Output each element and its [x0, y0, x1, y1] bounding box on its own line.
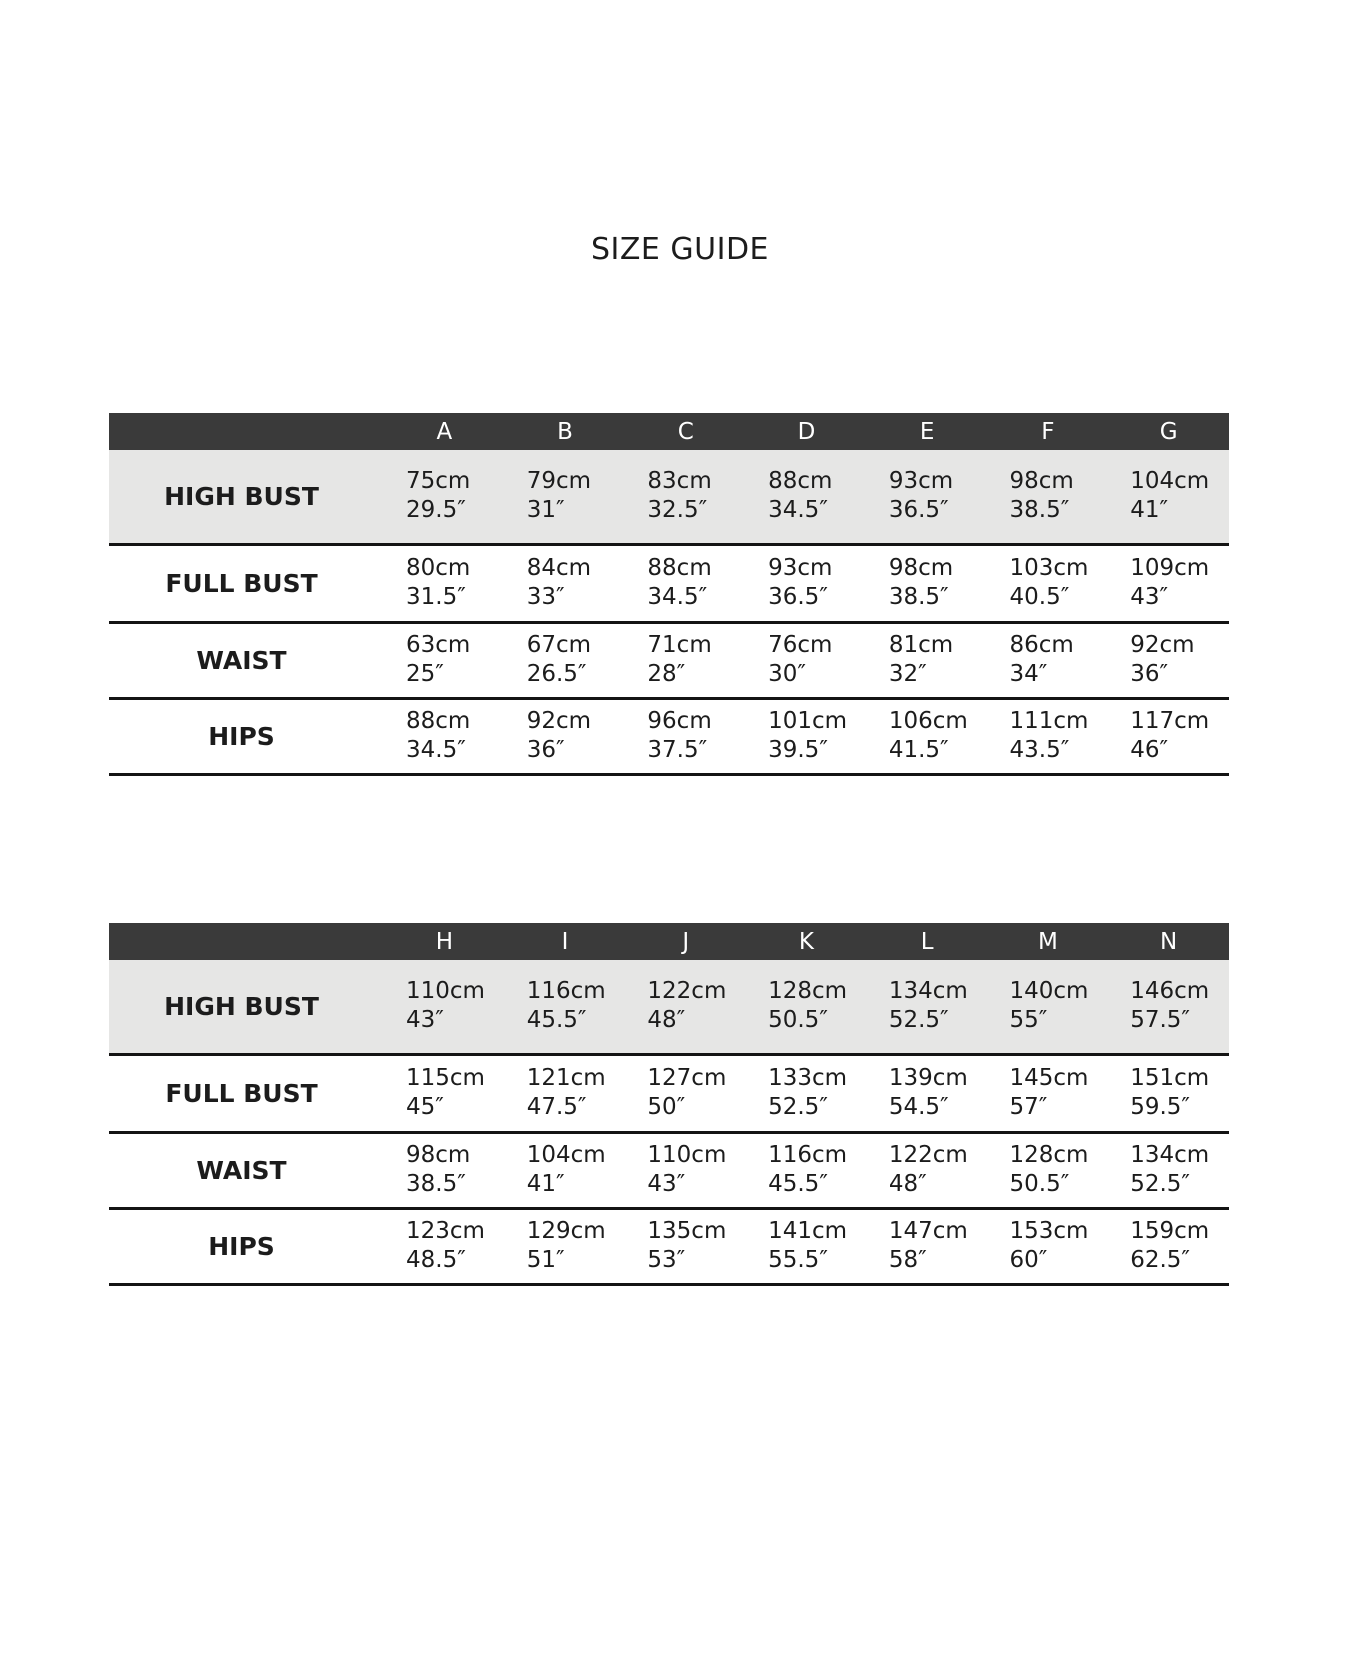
value-inches: 39.5″: [768, 737, 828, 763]
value-inches: 31″: [526, 497, 565, 524]
value-cm: 123cm: [406, 1218, 485, 1244]
measurement-cell: [505, 544, 626, 622]
measurement-cell: [867, 1132, 988, 1208]
value-cm: 110cm: [647, 1142, 727, 1168]
size-column-header: F: [988, 413, 1109, 450]
measurement-cell: [746, 960, 867, 1054]
size-column-header: H: [384, 923, 505, 960]
value-cm: 92cm: [1130, 632, 1195, 658]
size-table-header: [109, 413, 1229, 450]
measurement-cell: [988, 544, 1109, 622]
value-inches: 38.5″: [406, 1171, 466, 1197]
value-cm: 98cm: [888, 555, 954, 581]
size-column-header: E: [867, 413, 988, 450]
measurement-row: [109, 622, 1229, 698]
value-inches: 52.5″: [768, 1094, 828, 1120]
size-column-header: B: [505, 413, 626, 450]
value-inches: 30″: [768, 661, 806, 687]
size-table-a-to-g: [109, 413, 1229, 776]
value-cm: 134cm: [888, 978, 968, 1005]
value-cm: 145cm: [1009, 1065, 1089, 1091]
value-cm: 151cm: [1130, 1065, 1210, 1091]
value-inches: 62.5″: [1130, 1247, 1191, 1273]
measurement-cell: [625, 1208, 746, 1284]
value-cm: 84cm: [526, 555, 592, 581]
value-cm: 104cm: [526, 1142, 606, 1168]
header-corner-cell: [109, 923, 384, 960]
value-inches: 32″: [888, 661, 927, 687]
measurement-cell: [505, 450, 626, 544]
value-inches: 60″: [1009, 1247, 1048, 1273]
measurement-cell: [1108, 960, 1229, 1054]
measurement-cell: [505, 960, 626, 1054]
measurement-cell: [384, 544, 505, 622]
value-inches: 36.5″: [888, 497, 949, 524]
value-cm: 93cm: [888, 468, 954, 495]
measurement-cell: [867, 544, 988, 622]
measurement-row: [109, 450, 1229, 544]
value-inches: 28″: [647, 661, 686, 687]
value-inches: 43″: [647, 1171, 686, 1197]
measurement-cell: [988, 960, 1109, 1054]
value-inches: 55.5″: [768, 1247, 828, 1273]
measurement-cell: [384, 698, 505, 774]
measurement-cell: [384, 960, 505, 1054]
value-inches: 45″: [406, 1094, 444, 1120]
measurement-cell: [988, 698, 1109, 774]
measurement-row: [109, 960, 1229, 1054]
value-inches: 38.5″: [1009, 497, 1070, 524]
value-cm: 92cm: [526, 708, 592, 734]
value-inches: 59.5″: [1130, 1094, 1191, 1120]
value-cm: 135cm: [647, 1218, 727, 1244]
measurement-cell: [625, 960, 746, 1054]
value-cm: 159cm: [1130, 1218, 1210, 1244]
value-cm: 96cm: [647, 708, 712, 734]
size-header-row: [109, 413, 1229, 450]
value-cm: 128cm: [768, 978, 848, 1005]
measurement-cell: [988, 1132, 1109, 1208]
measurement-cell: [625, 544, 746, 622]
size-table-h-to-n: [109, 923, 1229, 1286]
measurement-cell: [867, 1208, 988, 1284]
value-cm: 129cm: [526, 1218, 606, 1244]
measurement-row: [109, 544, 1229, 622]
measurement-row: [109, 1054, 1229, 1132]
value-inches: 48″: [888, 1171, 927, 1197]
measurement-label: HIGH BUST: [164, 991, 319, 1021]
size-column-header: C: [625, 413, 746, 450]
header-corner-cell: [109, 413, 384, 450]
measurement-cell: [384, 622, 505, 698]
size-column-header: K: [746, 923, 867, 960]
size-column-header: I: [505, 923, 626, 960]
value-inches: 34.5″: [406, 737, 466, 763]
value-cm: 75cm: [406, 468, 471, 495]
measurement-cell: [384, 1208, 505, 1284]
value-inches: 52.5″: [888, 1007, 949, 1034]
value-cm: 121cm: [526, 1065, 606, 1091]
measurement-cell: [746, 622, 867, 698]
measurement-label: HIPS: [208, 1231, 275, 1261]
value-cm: 127cm: [647, 1065, 727, 1091]
measurement-cell: [867, 622, 988, 698]
value-cm: 106cm: [888, 708, 968, 734]
value-cm: 147cm: [888, 1218, 968, 1244]
value-inches: 25″: [406, 661, 444, 687]
value-cm: 93cm: [768, 555, 833, 581]
measurement-cell: [625, 622, 746, 698]
size-table-body: [109, 960, 1229, 1284]
measurement-cell: [505, 622, 626, 698]
measurement-cell: [625, 450, 746, 544]
measurement-row: [109, 1132, 1229, 1208]
value-cm: 115cm: [406, 1065, 485, 1091]
size-table-header: [109, 923, 1229, 960]
value-inches: 54.5″: [888, 1094, 949, 1120]
measurement-cell: [505, 1208, 626, 1284]
value-cm: 104cm: [1130, 468, 1210, 495]
value-inches: 36″: [1130, 661, 1169, 687]
value-cm: 116cm: [768, 1142, 848, 1168]
value-inches: 33″: [526, 584, 565, 610]
value-cm: 80cm: [406, 555, 471, 581]
measurement-cell: [988, 450, 1109, 544]
size-column-header: M: [988, 923, 1109, 960]
value-inches: 43″: [406, 1007, 444, 1034]
value-inches: 57.5″: [1130, 1007, 1191, 1034]
measurement-cell: [746, 544, 867, 622]
value-inches: 47.5″: [526, 1094, 587, 1120]
value-cm: 111cm: [1009, 708, 1089, 734]
value-cm: 110cm: [406, 978, 485, 1005]
value-cm: 81cm: [888, 632, 954, 658]
value-inches: 36″: [526, 737, 565, 763]
measurement-cell: [867, 960, 988, 1054]
measurement-label: FULL BUST: [165, 568, 318, 598]
measurement-cell: [746, 1054, 867, 1132]
measurement-label: WAIST: [196, 645, 287, 675]
value-inches: 57″: [1009, 1094, 1048, 1120]
measurement-cell: [384, 1132, 505, 1208]
value-inches: 37.5″: [647, 737, 708, 763]
measurement-cell: [1108, 1132, 1229, 1208]
value-inches: 34″: [1009, 661, 1048, 687]
size-column-header: A: [384, 413, 505, 450]
measurement-cell: [988, 1208, 1109, 1284]
value-inches: 45.5″: [768, 1171, 828, 1197]
value-inches: 45.5″: [526, 1007, 587, 1034]
value-inches: 41″: [526, 1171, 565, 1197]
measurement-cell: [505, 1132, 626, 1208]
size-column-header: G: [1108, 413, 1229, 450]
value-inches: 55″: [1009, 1007, 1048, 1034]
value-cm: 141cm: [768, 1218, 848, 1244]
size-table-body: [109, 450, 1229, 774]
value-cm: 88cm: [647, 555, 712, 581]
value-cm: 76cm: [768, 632, 833, 658]
measurement-cell: [384, 450, 505, 544]
value-cm: 134cm: [1130, 1142, 1210, 1168]
value-inches: 38.5″: [888, 584, 949, 610]
measurement-row: [109, 698, 1229, 774]
measurement-cell: [505, 1054, 626, 1132]
measurement-cell: [1108, 544, 1229, 622]
value-cm: 117cm: [1130, 708, 1210, 734]
measurement-label: HIGH BUST: [164, 481, 319, 511]
value-cm: 101cm: [768, 708, 848, 734]
value-inches: 41″: [1130, 497, 1169, 524]
measurement-cell: [867, 698, 988, 774]
measurement-cell: [746, 1208, 867, 1284]
value-inches: 50.5″: [768, 1007, 828, 1034]
size-header-row: [109, 923, 1229, 960]
value-inches: 29.5″: [406, 497, 466, 524]
value-cm: 139cm: [888, 1065, 968, 1091]
value-inches: 48″: [647, 1007, 686, 1034]
value-inches: 36.5″: [768, 584, 828, 610]
value-cm: 140cm: [1009, 978, 1089, 1005]
size-column-header: D: [746, 413, 867, 450]
value-cm: 86cm: [1009, 632, 1074, 658]
measurement-cell: [746, 698, 867, 774]
value-cm: 63cm: [406, 632, 471, 658]
value-cm: 98cm: [406, 1142, 471, 1168]
measurement-cell: [988, 1054, 1109, 1132]
value-cm: 109cm: [1130, 555, 1210, 581]
measurement-cell: [1108, 698, 1229, 774]
value-inches: 43″: [1130, 584, 1169, 610]
measurement-cell: [505, 698, 626, 774]
value-inches: 34.5″: [647, 584, 708, 610]
value-inches: 32.5″: [647, 497, 708, 524]
value-cm: 122cm: [647, 978, 727, 1005]
value-inches: 46″: [1130, 737, 1169, 763]
value-inches: 58″: [888, 1247, 927, 1273]
measurement-cell: [867, 1054, 988, 1132]
measurement-cell: [746, 450, 867, 544]
size-column-header: N: [1108, 923, 1229, 960]
value-cm: 128cm: [1009, 1142, 1089, 1168]
value-cm: 98cm: [1009, 468, 1074, 495]
measurement-cell: [1108, 1054, 1229, 1132]
value-cm: 116cm: [526, 978, 606, 1005]
measurement-cell: [1108, 1208, 1229, 1284]
value-inches: 52.5″: [1130, 1171, 1191, 1197]
value-inches: 51″: [526, 1247, 565, 1273]
value-cm: 67cm: [526, 632, 592, 658]
measurement-cell: [625, 1054, 746, 1132]
value-inches: 31.5″: [406, 584, 466, 610]
size-column-header: J: [625, 923, 746, 960]
measurement-cell: [1108, 450, 1229, 544]
value-cm: 122cm: [888, 1142, 968, 1168]
size-column-header: L: [867, 923, 988, 960]
measurement-label: WAIST: [196, 1155, 287, 1185]
measurement-cell: [625, 698, 746, 774]
measurement-cell: [625, 1132, 746, 1208]
value-inches: 40.5″: [1009, 584, 1070, 610]
page-title: SIZE GUIDE: [590, 232, 770, 267]
measurement-cell: [988, 622, 1109, 698]
measurement-cell: [384, 1054, 505, 1132]
value-cm: 153cm: [1009, 1218, 1089, 1244]
value-inches: 43.5″: [1009, 737, 1070, 763]
value-cm: 79cm: [526, 468, 592, 495]
value-inches: 48.5″: [406, 1247, 466, 1273]
value-inches: 53″: [647, 1247, 686, 1273]
value-cm: 133cm: [768, 1065, 848, 1091]
value-cm: 88cm: [768, 468, 833, 495]
value-cm: 146cm: [1130, 978, 1210, 1005]
value-cm: 83cm: [647, 468, 712, 495]
measurement-label: FULL BUST: [165, 1078, 318, 1108]
value-inches: 50.5″: [1009, 1171, 1070, 1197]
value-cm: 88cm: [406, 708, 471, 734]
value-inches: 26.5″: [526, 661, 587, 687]
value-inches: 50″: [647, 1094, 686, 1120]
value-inches: 41.5″: [888, 737, 949, 763]
value-inches: 34.5″: [768, 497, 828, 524]
measurement-label: HIPS: [208, 721, 275, 751]
measurement-row: [109, 1208, 1229, 1284]
value-cm: 71cm: [647, 632, 712, 658]
measurement-cell: [746, 1132, 867, 1208]
measurement-cell: [1108, 622, 1229, 698]
measurement-cell: [867, 450, 988, 544]
value-cm: 103cm: [1009, 555, 1089, 581]
